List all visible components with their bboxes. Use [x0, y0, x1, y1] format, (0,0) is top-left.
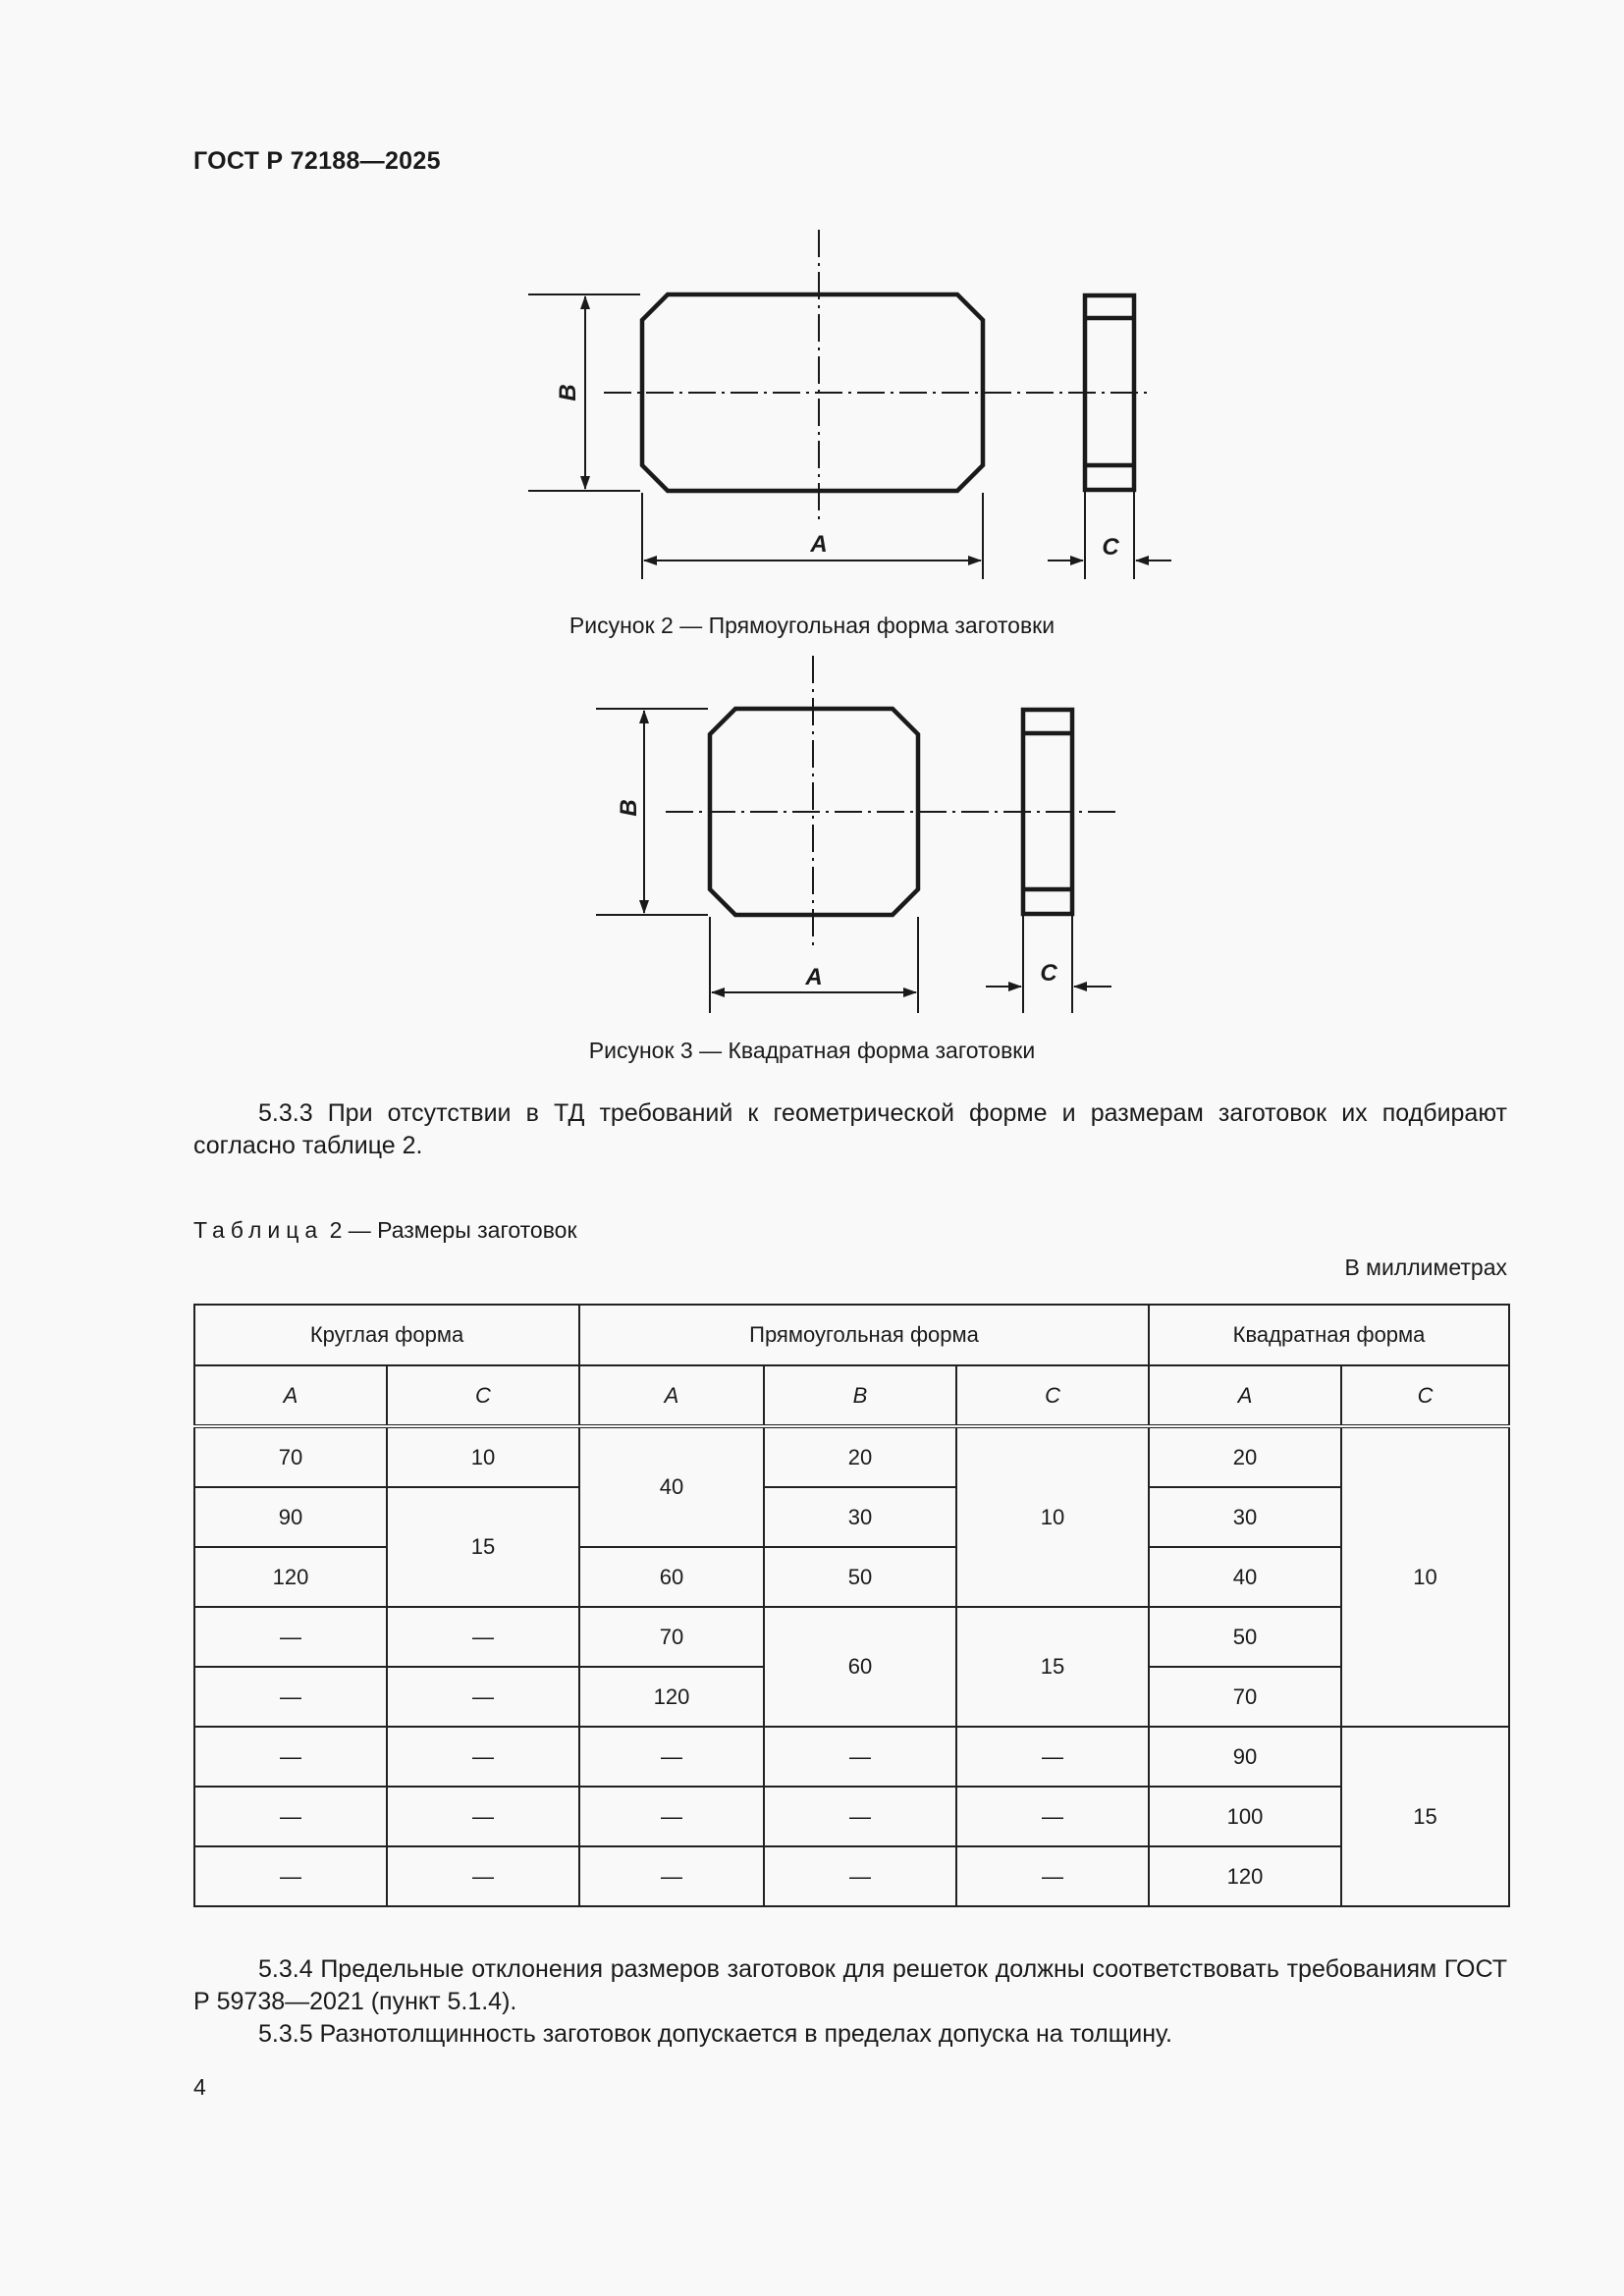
table-row — [194, 1787, 1509, 1846]
table-2 — [193, 1304, 1510, 1907]
table-cell: 10 — [387, 1426, 579, 1487]
table-cell: 70 — [194, 1426, 387, 1487]
figure-3-caption: Рисунок 3 — Квадратная форма заготовки — [588, 1038, 1036, 1063]
table-cell: 20 — [764, 1426, 956, 1487]
figure-2-caption: Рисунок 2 — Прямоугольная форма заготовки — [568, 613, 1056, 638]
table-row — [194, 1727, 1509, 1787]
table-cell: — — [579, 1727, 764, 1787]
table-row — [194, 1487, 1509, 1547]
paragraph-5-3-4: 5.3.4 Предельные отклонения размеров заготовок для решеток должны соответствовать требованиям ГОСТ Р 59738—2021 (пункт 5.1.4). — [193, 1955, 1507, 2015]
table-cell: 20 — [1149, 1426, 1341, 1487]
table-row — [194, 1846, 1509, 1906]
group-header-round: Круглая форма — [194, 1305, 579, 1365]
col-header-square-c: C — [1341, 1365, 1509, 1426]
table-cell: — — [764, 1727, 956, 1787]
table-cell: — — [194, 1667, 387, 1727]
table-cell: — — [387, 1607, 579, 1667]
table-cell: 70 — [1149, 1667, 1341, 1727]
figure-3-label-b: B — [616, 799, 642, 817]
table-cell: 100 — [1149, 1787, 1341, 1846]
table-cell: 50 — [764, 1547, 956, 1607]
table-cell: — — [956, 1787, 1149, 1846]
table-cell: 30 — [764, 1487, 956, 1547]
table-cell: — — [194, 1727, 387, 1787]
table-cell: — — [194, 1846, 387, 1906]
group-header-rect: Прямоугольная форма — [579, 1305, 1149, 1365]
figure-2-label-b: B — [555, 384, 581, 401]
figure-2-label-c: C — [1102, 534, 1119, 561]
col-header-rect-a: A — [579, 1365, 764, 1426]
table-cell: — — [194, 1607, 387, 1667]
table-cell: 15 — [1341, 1727, 1509, 1906]
table-cell: — — [764, 1846, 956, 1906]
figure-3-label-a: A — [805, 964, 823, 990]
table-cell: 120 — [579, 1667, 764, 1727]
col-header-square-a: A — [1149, 1365, 1341, 1426]
table-cell: 60 — [579, 1547, 764, 1607]
table-cell: — — [579, 1787, 764, 1846]
figure-3-label-c: C — [1040, 960, 1057, 987]
table-cell: — — [387, 1787, 579, 1846]
table-cell: — — [387, 1846, 579, 1906]
table-cell: — — [194, 1787, 387, 1846]
table-cell: 90 — [1149, 1727, 1341, 1787]
table-cell: 70 — [579, 1607, 764, 1667]
table-cell: — — [764, 1787, 956, 1846]
col-header-rect-b: B — [764, 1365, 956, 1426]
table-cell: 60 — [764, 1607, 956, 1727]
paragraph-5-3-3: 5.3.3 При отсутствии в ТД требований к геометрической форме и размерам заготовок их подбирают согласно таблице 2. — [193, 1099, 1507, 1159]
table-2-units: В миллиметрах — [1344, 1255, 1507, 1280]
page-number: 4 — [193, 2074, 206, 2100]
col-header-round-a: A — [194, 1365, 387, 1426]
table-cell: — — [387, 1667, 579, 1727]
table-cell: 10 — [1341, 1426, 1509, 1727]
table-row — [194, 1426, 1509, 1487]
table-cell: 90 — [194, 1487, 387, 1547]
table-row — [194, 1607, 1509, 1667]
col-header-round-c: C — [387, 1365, 579, 1426]
table-cell: 40 — [1149, 1547, 1341, 1607]
col-header-rect-c: C — [956, 1365, 1149, 1426]
figure-2-drawing — [0, 0, 1624, 599]
table-cell: 30 — [1149, 1487, 1341, 1547]
table-cell: 40 — [579, 1426, 764, 1547]
table-cell: — — [387, 1727, 579, 1787]
figure-3-drawing — [0, 638, 1624, 1050]
document-header: ГОСТ Р 72188—2025 — [193, 147, 441, 175]
figure-2-label-a: A — [810, 531, 828, 558]
table-cell: 120 — [1149, 1846, 1341, 1906]
table-cell: 10 — [956, 1426, 1149, 1607]
table-cell: 50 — [1149, 1607, 1341, 1667]
table-2-caption-title: 2 — Размеры заготовок — [329, 1217, 577, 1243]
table-2-caption-prefix: Таблица — [193, 1217, 324, 1243]
paragraph-5-3-5: 5.3.5 Разнотолщинность заготовок допускается в пределах допуска на толщину. — [258, 2020, 1172, 2048]
table-cell: 15 — [956, 1607, 1149, 1727]
table-cell: 120 — [194, 1547, 387, 1607]
table-cell: 15 — [387, 1487, 579, 1607]
table-cell: — — [956, 1727, 1149, 1787]
table-2-caption — [193, 1217, 577, 1244]
table-cell: — — [579, 1846, 764, 1906]
table-cell: — — [956, 1846, 1149, 1906]
group-header-square: Квадратная форма — [1149, 1305, 1509, 1365]
